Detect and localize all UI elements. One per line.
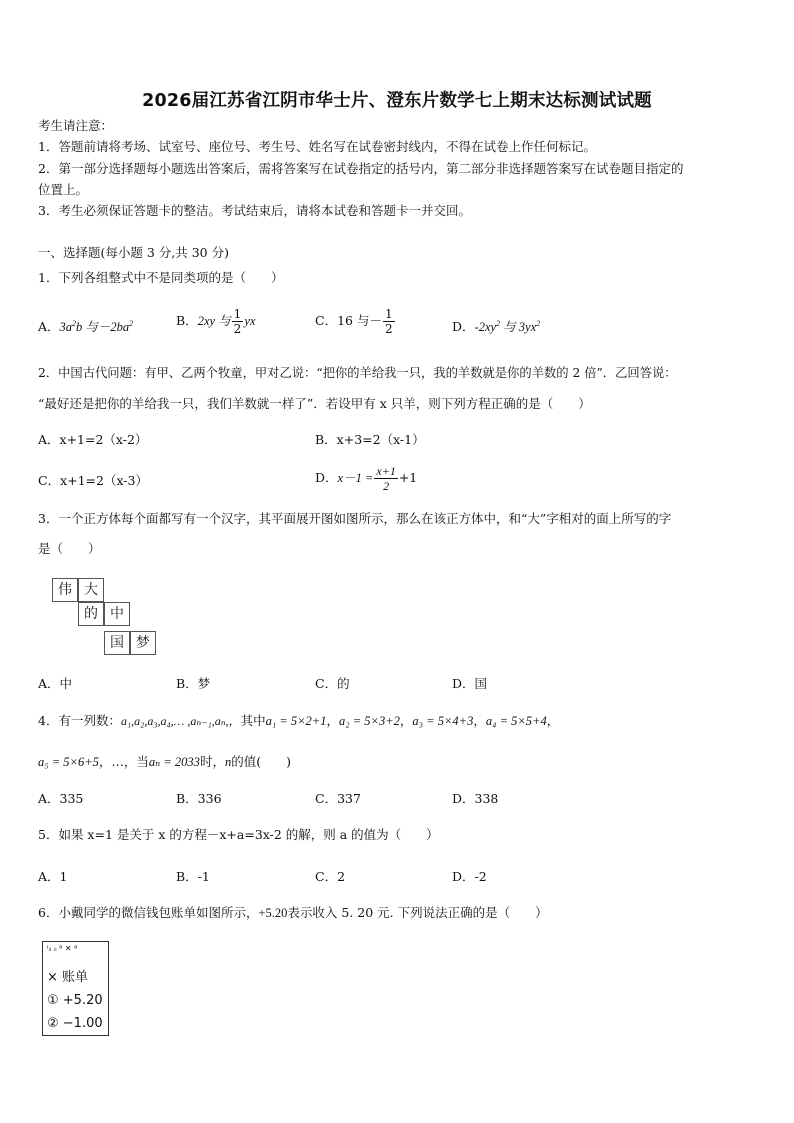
q1-stem: 1．下列各组整式中不是同类项的是（ ） bbox=[38, 270, 284, 285]
net-cell-de: 的 bbox=[78, 602, 104, 626]
q1-option-c[interactable]: C．16 与－ $\frac{1}{2}$ bbox=[315, 307, 393, 336]
q2-stem-line1: 2．中国古代问题：有甲、乙两个牧童，甲对乙说：“把你的羊给我一只，我的羊数就是你的羊数的 2 倍”．乙回答说： bbox=[38, 366, 677, 380]
page-title: 2026届江苏省江阴市华士片、澄东片数学七上期末达标测试试题 bbox=[142, 91, 652, 111]
status-bar: ᴵᵢₗ ᵢₗ ⁸ ✕ ⁸ bbox=[47, 944, 78, 953]
q1-option-a[interactable]: A．$3a^2b$ 与$-2ba^2$ bbox=[38, 319, 134, 334]
q6-stem: 6．小戴同学的微信钱包账单如图所示，+5.20表示收入 5. 20 元. 下列说法正确的是（ ） bbox=[38, 905, 548, 920]
section-heading: 一、选择题(每小题 3 分,共 30 分) bbox=[38, 245, 229, 260]
net-cell-da: 大 bbox=[78, 578, 104, 602]
q2-option-d[interactable]: D．x－1 = $\frac{x+1}{2}$ +1 bbox=[315, 464, 418, 493]
q2-option-a[interactable]: A．x+1=2（x-2） bbox=[38, 432, 148, 447]
q3-stem-line1: 3．一个正方体每个面都写有一个汉字，其平面展开图如图所示，那么在该正方体中，和“大”字相对的面上所写的字 bbox=[38, 511, 672, 526]
q4-stem-line2: a₅ = 5×6+5，…，当aₙ = 2033时，n的值( ) bbox=[38, 754, 291, 769]
notice-item-3: 3．考生必须保证答题卡的整洁。考试结束后，请将本试卷和答题卡一并交回。 bbox=[38, 203, 471, 218]
fraction: $\frac{1}{2}$ bbox=[233, 307, 242, 336]
q5-option-a[interactable]: A．1 bbox=[38, 869, 68, 884]
q3-option-b[interactable]: B．梦 bbox=[176, 676, 211, 691]
bill-row-income: ① +5.20 bbox=[47, 993, 103, 1008]
net-cell-guo: 国 bbox=[104, 631, 130, 655]
q3-option-c[interactable]: C．的 bbox=[315, 676, 350, 691]
q4-option-b[interactable]: B．336 bbox=[176, 791, 222, 806]
q5-option-b[interactable]: B．-1 bbox=[176, 869, 210, 884]
fraction: $\frac{x+1}{2}$ bbox=[376, 464, 396, 493]
net-cell-wei: 伟 bbox=[52, 578, 78, 602]
notice-item-2-cont: 位置上。 bbox=[38, 182, 89, 197]
wechat-bill-figure bbox=[42, 941, 109, 1036]
q3-stem-line2: 是（ ） bbox=[38, 541, 101, 556]
fraction: $\frac{1}{2}$ bbox=[384, 307, 393, 336]
q5-option-d[interactable]: D．-2 bbox=[452, 869, 487, 884]
q4-option-d[interactable]: D．338 bbox=[452, 791, 499, 806]
notice-item-1: 1．答题前请将考场、试室号、座位号、考生号、姓名写在试卷密封线内，不得在试卷上作任何标记。 bbox=[38, 139, 596, 154]
q5-stem: 5．如果 x=1 是关于 x 的方程－x+a=3x-2 的解，则 a 的值为（ ） bbox=[38, 827, 439, 842]
net-cell-meng: 梦 bbox=[130, 631, 156, 655]
bill-row-expense: ② −1.00 bbox=[47, 1016, 103, 1031]
bill-header: × 账单 bbox=[47, 970, 89, 985]
notice-item-2: 2．第一部分选择题每小题选出答案后，需将答案写在试卷指定的括号内，第二部分非选择题答案写在试卷题目指定的 bbox=[38, 161, 684, 176]
notice-heading: 考生请注意： bbox=[38, 118, 114, 133]
q4-option-c[interactable]: C．337 bbox=[315, 791, 361, 806]
q1-option-d[interactable]: D．$-2xy^2$ 与 $3yx^2$ bbox=[452, 319, 541, 334]
q3-option-d[interactable]: D．国 bbox=[452, 676, 488, 691]
q4-option-a[interactable]: A．335 bbox=[38, 791, 84, 806]
q1-option-b[interactable]: B．2xy 与 $\frac{1}{2}$ yx bbox=[176, 307, 256, 336]
q2-stem-line2: “最好还是把你的羊给我一只，我们羊数就一样了”．若设甲有 x 只羊，则下列方程正确的是（ ） bbox=[38, 396, 591, 411]
q3-option-a[interactable]: A．中 bbox=[38, 676, 73, 691]
q4-stem-line1: 4．有一列数：a₁,a₂,a₃,a₄,… ,aₙ₋₁,aₙ,，其中a₁ = 5×2+1，a₂ = 5×3+2，a₃ = 5×4+3，a₄ = 5×5+4， bbox=[38, 713, 560, 728]
q2-option-b[interactable]: B．x+3=2（x-1） bbox=[315, 432, 425, 447]
q2-option-c[interactable]: C．x+1=2（x-3） bbox=[38, 473, 148, 488]
q5-option-c[interactable]: C．2 bbox=[315, 869, 346, 884]
net-cell-zhong: 中 bbox=[104, 602, 130, 626]
